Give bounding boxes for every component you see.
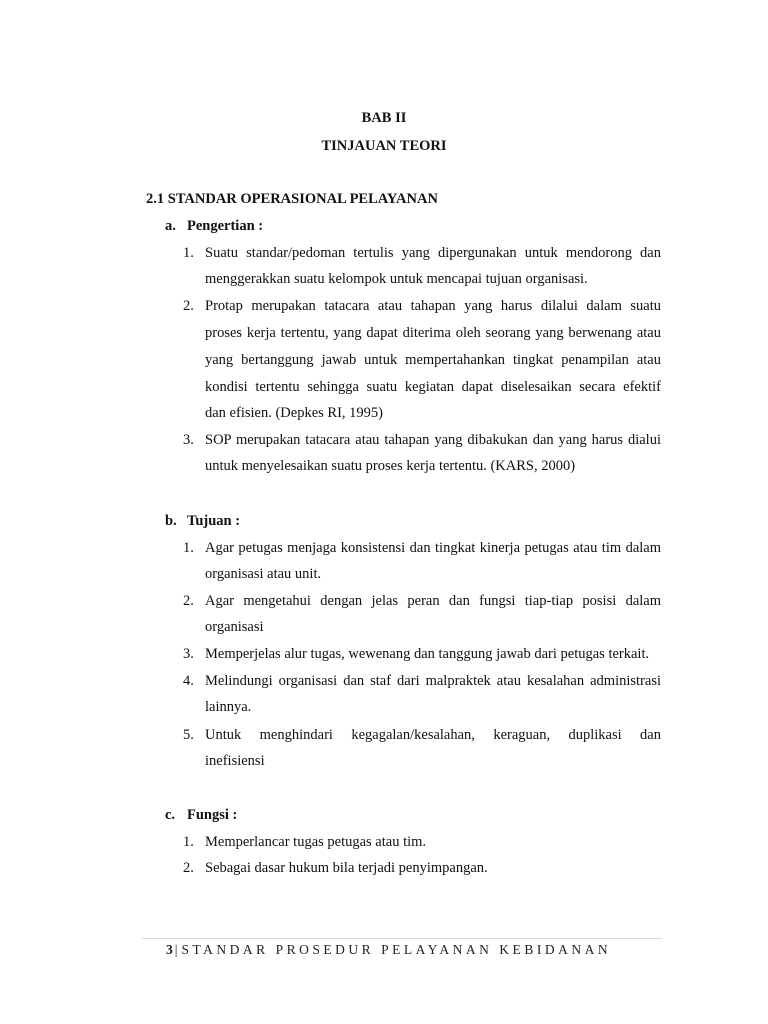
list-item-line: dan efisien. (Depkes RI, 1995) (205, 405, 383, 421)
subsection-heading-fungsi (165, 807, 237, 824)
footer-divider (142, 938, 662, 939)
list-item-line: Suatu standar/pedoman tertulis yang dipergunakan untuk mendorong dan (205, 245, 661, 261)
subsection-title: Tujuan : (187, 513, 241, 529)
list-item-line: inefisiensi (205, 753, 265, 769)
list-item-line: Untuk menghindari kegagalan/kesalahan, keraguan, duplikasi dan (205, 727, 661, 743)
list-item-number: 1. (183, 540, 194, 556)
list-item-number: 3. (183, 646, 194, 662)
subsection-letter: c. (165, 807, 176, 823)
list-item-number: 1. (183, 245, 194, 261)
list-item-line: Memperlancar tugas petugas atau tim. (205, 834, 427, 850)
list-item-number: 4. (183, 673, 194, 689)
list-item-number: 5. (183, 727, 194, 743)
subsection-letter: b. (165, 513, 177, 529)
list-item-line: Melindungi organisasi dan staf dari malpraktek atau kesalahan administrasi (205, 673, 661, 689)
list-item-line: kondisi tertentu sehingga suatu kegiatan dapat diselesaikan secara efektif (205, 379, 661, 395)
subsection-letter: a. (165, 218, 176, 234)
chapter-number: BAB II (361, 110, 407, 126)
subsection-heading-pengertian (165, 218, 263, 235)
list-item-number: 2. (183, 593, 194, 609)
list-item-line: Protap merupakan tatacara atau tahapan yang harus dilalui dalam suatu (205, 298, 661, 314)
running-title: STANDAR PROSEDUR PELAYANAN KEBIDANAN (181, 942, 612, 957)
list-item-number: 2. (183, 860, 194, 876)
list-item-line: lainnya. (205, 699, 252, 715)
list-item-line: Memperjelas alur tugas, wewenang dan tanggung jawab dari petugas terkait. (205, 646, 650, 662)
list-item-line: Agar mengetahui dengan jelas peran dan fungsi tiap-tiap posisi dalam (205, 593, 661, 609)
list-item-line: untuk menyelesaikan suatu proses kerja tertentu. (KARS, 2000) (205, 458, 576, 474)
list-item-line: organisasi atau unit. (205, 566, 322, 582)
subsection-heading-tujuan (165, 513, 240, 530)
list-item-line: organisasi (205, 619, 264, 635)
page-number: 3 (166, 942, 173, 957)
chapter-title: TINJAUAN TEORI (321, 138, 447, 154)
list-item-line: Agar petugas menjaga konsistensi dan tingkat kinerja petugas atau tim dalam (205, 540, 661, 556)
list-item-line: menggerakkan suatu kelompok untuk mencapai tujuan organisasi. (205, 271, 588, 287)
list-item-line: SOP merupakan tatacara atau tahapan yang dibakukan dan yang harus dialui (205, 432, 661, 448)
subsection-title: Pengertian : (187, 218, 264, 234)
list-item-number: 2. (183, 298, 194, 314)
list-item-line: Sebagai dasar hukum bila terjadi penyimpangan. (205, 860, 488, 876)
page-footer (166, 942, 611, 958)
list-item-line: yang bertanggung jawab untuk mempertahankan tingkat penampilan atau (205, 352, 661, 368)
list-item-number: 3. (183, 432, 194, 448)
list-item-number: 1. (183, 834, 194, 850)
subsection-title: Fungsi : (187, 807, 238, 823)
list-item-line: proses kerja tertentu, yang dapat diterima oleh seorang yang berwenang atau (205, 325, 661, 341)
section-heading: 2.1 STANDAR OPERASIONAL PELAYANAN (146, 191, 438, 207)
footer-separator: | (174, 942, 178, 957)
